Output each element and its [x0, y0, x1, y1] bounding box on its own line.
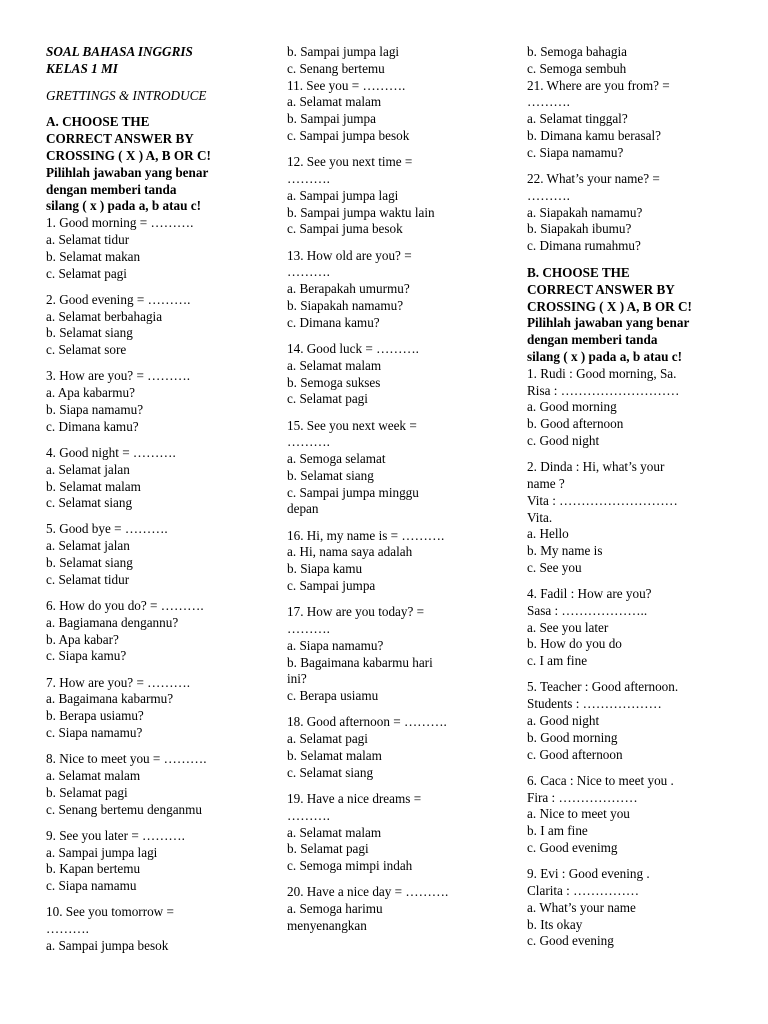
dialog-question-block — [527, 679, 749, 763]
section-a-line: silang ( x ) pada a, b atau c! — [46, 198, 201, 214]
answer-option: ………. — [527, 187, 570, 203]
answer-option: ………. — [46, 921, 89, 937]
question-text: 6. How do you do? = ………. — [46, 598, 204, 614]
section-a-line: A. CHOOSE THE — [46, 114, 150, 130]
question-text: 2. Dinda : Hi, what’s your — [527, 459, 665, 475]
answer-option: c. Good afternoon — [527, 746, 623, 762]
section-a-line: dengan memberi tanda — [46, 181, 177, 197]
answer-option: a. See you later — [527, 619, 609, 635]
dialog-question-block — [527, 366, 749, 450]
question-text: 15. See you next week = — [287, 417, 417, 433]
answer-option: b. Selamat pagi — [287, 841, 369, 857]
answer-option: ini? — [287, 671, 307, 687]
answer-option: menyenangkan — [287, 917, 367, 933]
answer-option: c. Sampai jumpa besok — [287, 127, 410, 143]
answer-option: a. Selamat berbahagia — [46, 308, 163, 324]
question-block — [46, 521, 268, 588]
answer-option: c. See you — [527, 559, 582, 575]
answer-option: b. Berapa usiamu? — [46, 708, 144, 724]
answer-option: c. Sampai juma besok — [287, 221, 403, 237]
question-block — [287, 528, 505, 595]
answer-option: a. Selamat tidur — [46, 231, 130, 247]
answer-option: c. Siapa namamu? — [527, 144, 624, 160]
question-text: 19. Have a nice dreams = — [287, 791, 422, 806]
answer-option: c. Siapa namamu — [46, 878, 137, 894]
question-block — [287, 418, 505, 519]
answer-option: b. Dimana kamu berasal? — [527, 127, 662, 143]
question-block — [527, 171, 749, 255]
answer-option: ………. — [287, 264, 330, 280]
worksheet-title — [46, 44, 268, 78]
answer-option: c. Sampai jumpa minggu — [287, 484, 419, 500]
answer-option: c. Good evenimg — [527, 840, 618, 856]
answer-option: b. Siapa namamu? — [46, 401, 144, 417]
question-text: 11. See you = ………. — [287, 77, 406, 93]
answer-option: ………. — [287, 434, 330, 450]
column-3-questions — [527, 78, 749, 255]
question-block — [287, 248, 505, 332]
answer-option: c. Sampai jumpa — [287, 578, 376, 594]
answer-option: Clarita : …………… — [527, 883, 640, 898]
answer-option: b. Selamat siang — [46, 325, 133, 341]
answer-option: a. Bagiamana dengannu? — [46, 614, 179, 630]
question-block — [46, 675, 268, 742]
question-text: 5. Good bye = ………. — [46, 521, 168, 537]
question-block — [46, 828, 268, 895]
question-text: 13. How old are you? = — [287, 247, 412, 263]
answer-option: a. Siapakah namamu? — [527, 204, 643, 220]
title-line: KELAS 1 MI — [46, 60, 118, 76]
question-text: 12. See you next time = — [287, 154, 413, 170]
answer-option: name ? — [527, 475, 565, 491]
answer-option: a. Selamat jalan — [46, 461, 130, 477]
answer-option: c. Good evening — [527, 933, 614, 949]
answer-option: c. Selamat pagi — [287, 391, 368, 407]
question-text: 1. Good morning = ………. — [46, 215, 194, 231]
answer-option: a. Semoga harimu — [287, 901, 383, 917]
answer-option: a. Selamat malam — [287, 824, 382, 840]
answer-option: Fira : ……………… — [527, 789, 638, 805]
section-b-line: dengan memberi tanda — [527, 332, 658, 348]
column-1-questions — [46, 215, 268, 955]
answer-option: a. Apa kabarmu? — [46, 385, 135, 401]
answer-option: a. Selamat tinggal? — [527, 111, 628, 127]
question-text: 17. How are you today? = — [287, 604, 425, 620]
section-a-line: Pilihlah jawaban yang benar — [46, 164, 209, 180]
question-block — [527, 78, 749, 162]
answer-option: depan — [287, 501, 319, 517]
answer-option: Risa : ……………………… — [527, 382, 680, 398]
answer-option: a. Good morning — [527, 399, 617, 415]
question-text: 7. How are you? = ………. — [46, 674, 191, 690]
answer-option: a. Sampai jumpa lagi — [287, 187, 399, 203]
answer-option: c. Senang bertemu denganmu — [46, 801, 203, 817]
question-continuation — [527, 44, 749, 78]
question-text: 6. Caca : Nice to meet you . — [527, 772, 674, 788]
answer-option: a. Siapa namamu? — [287, 637, 384, 653]
answer-option: c. Semoga mimpi indah — [287, 858, 413, 874]
answer-option: c. Good night — [527, 432, 600, 448]
answer-option: b. Siapakah ibumu? — [527, 221, 632, 237]
answer-option: c. I am fine — [527, 653, 588, 669]
answer-option: b. Selamat siang — [287, 467, 374, 483]
answer-option: a. Sampai jumpa besok — [46, 937, 169, 953]
answer-option: a. Hello — [527, 526, 569, 542]
answer-option: c. Selamat siang — [287, 764, 374, 780]
answer-option: b. Selamat makan — [46, 248, 141, 264]
answer-option: ………. — [287, 170, 330, 186]
question-text: 20. Have a nice day = ………. — [287, 884, 449, 900]
answer-option: ………. — [287, 621, 330, 637]
answer-option: b. Sampai jumpa lagi — [287, 44, 400, 59]
answer-option: Vita : ……………………… — [527, 492, 678, 508]
question-block — [46, 904, 268, 954]
answer-option: a. Sampai jumpa lagi — [46, 844, 158, 860]
column-3 — [527, 44, 749, 950]
answer-option: b. Apa kabar? — [46, 631, 119, 647]
question-block — [287, 78, 505, 145]
answer-option: b. Selamat pagi — [46, 784, 128, 800]
question-block — [287, 604, 505, 705]
answer-option: b. Sampai jumpa — [287, 111, 377, 127]
answer-option: a. Selamat jalan — [46, 538, 130, 554]
worksheet-subtitle — [46, 88, 268, 105]
question-block — [46, 598, 268, 665]
answer-option: c. Semoga sembuh — [527, 60, 627, 76]
question-text: 8. Nice to meet you = ………. — [46, 751, 207, 767]
answer-option: b. Sampai jumpa waktu lain — [287, 204, 435, 220]
answer-option: c. Senang bertemu — [287, 60, 385, 76]
answer-option: c. Siapa kamu? — [46, 648, 127, 664]
section-b-line: Pilihlah jawaban yang benar — [527, 315, 690, 331]
answer-option: b. How do you do — [527, 636, 622, 652]
question-block — [287, 714, 505, 781]
dialog-question-block — [527, 866, 749, 950]
answer-option: b. Selamat malam — [287, 748, 382, 764]
answer-option: c. Dimana kamu? — [287, 314, 380, 330]
question-text: 1. Rudi : Good morning, Sa. — [527, 365, 677, 381]
question-text: 3. How are you? = ………. — [46, 368, 191, 384]
answer-option: b. Good afternoon — [527, 416, 624, 432]
answer-option: a. Good night — [527, 713, 600, 729]
answer-option: Vita. — [527, 509, 553, 525]
question-block — [46, 215, 268, 282]
subtitle-line: GRETTINGS & INTRODUCE — [46, 87, 207, 103]
answer-option: a. Selamat pagi — [287, 731, 368, 747]
answer-option: c. Dimana kamu? — [46, 418, 139, 434]
answer-option: ………. — [287, 807, 330, 823]
answer-option: ………. — [527, 94, 570, 110]
answer-option: c. Selamat sore — [46, 342, 127, 358]
column-3-dialogs — [527, 366, 749, 950]
question-block — [287, 884, 505, 934]
section-a-line: CROSSING ( X ) A, B OR C! — [46, 147, 211, 163]
dialog-question-block — [527, 773, 749, 857]
answer-option: b. Siapakah namamu? — [287, 297, 404, 313]
question-text: 9. See you later = ………. — [46, 827, 185, 843]
answer-option: a. Berapakah umurmu? — [287, 281, 410, 297]
question-text: 5. Teacher : Good afternoon. — [527, 679, 679, 695]
answer-option: a. Selamat malam — [46, 768, 141, 784]
column-2-questions — [287, 78, 505, 935]
answer-option: c. Selamat siang — [46, 495, 133, 511]
section-b-line: CROSSING ( X ) A, B OR C! — [527, 298, 692, 314]
question-block — [46, 368, 268, 435]
question-block — [287, 341, 505, 408]
answer-option: b. Kapan bertemu — [46, 861, 141, 877]
question-text: 16. Hi, my name is = ………. — [287, 527, 445, 543]
column-2 — [287, 44, 505, 935]
answer-option: a. Selamat malam — [287, 357, 382, 373]
question-text: 10. See you tomorrow = — [46, 904, 174, 920]
question-text: 2. Good evening = ………. — [46, 291, 191, 307]
question-continuation — [287, 44, 505, 78]
section-a-line: CORRECT ANSWER BY — [46, 131, 194, 147]
section-b-line: B. CHOOSE THE — [527, 264, 630, 280]
answer-option: b. My name is — [527, 543, 603, 559]
section-b-line: CORRECT ANSWER BY — [527, 281, 675, 297]
answer-option: b. Selamat malam — [46, 478, 141, 494]
answer-option: a. Hi, nama saya adalah — [287, 544, 413, 560]
answer-option: Sasa : ……………….. — [527, 602, 648, 618]
answer-option: b. Good morning — [527, 729, 618, 745]
answer-option: c. Dimana rumahmu? — [527, 238, 641, 254]
question-block — [46, 445, 268, 512]
answer-option: b. Semoga bahagia — [527, 44, 627, 59]
question-text: 4. Good night = ………. — [46, 444, 176, 460]
answer-option: a. Selamat malam — [287, 94, 382, 110]
question-text: 21. Where are you from? = — [527, 77, 670, 93]
answer-option: a. Bagaimana kabarmu? — [46, 691, 174, 707]
answer-option: b. Semoga sukses — [287, 374, 381, 390]
question-text: 4. Fadil : How are you? — [527, 586, 652, 602]
answer-option: b. I am fine — [527, 823, 588, 839]
question-block — [287, 154, 505, 238]
dialog-question-block — [527, 459, 749, 577]
answer-option: Students : ……………… — [527, 696, 662, 712]
answer-option: b. Siapa kamu — [287, 561, 363, 577]
answer-option: b. Bagaimana kabarmu hari — [287, 654, 433, 670]
answer-option: c. Siapa namamu? — [46, 725, 143, 741]
question-text: 18. Good afternoon = ………. — [287, 714, 447, 730]
answer-option: c. Berapa usiamu — [287, 688, 379, 704]
section-b-line: silang ( x ) pada a, b atau c! — [527, 348, 682, 364]
answer-option: b. Selamat siang — [46, 555, 133, 571]
question-block — [46, 751, 268, 818]
question-text: 22. What’s your name? = — [527, 170, 660, 186]
question-block — [46, 292, 268, 359]
column-1 — [46, 44, 268, 955]
answer-option: b. Its okay — [527, 916, 583, 932]
question-block — [287, 791, 505, 875]
question-text: 14. Good luck = ………. — [287, 340, 419, 356]
answer-option: a. Semoga selamat — [287, 451, 386, 467]
answer-option: a. Nice to meet you — [527, 806, 630, 822]
dialog-question-block — [527, 586, 749, 670]
answer-option: c. Selamat pagi — [46, 265, 127, 281]
section-a-heading — [46, 114, 268, 215]
answer-option: c. Selamat tidur — [46, 571, 130, 587]
answer-option: a. What’s your name — [527, 899, 636, 915]
question-text: 9. Evi : Good evening . — [527, 866, 650, 882]
section-b-heading — [527, 265, 749, 366]
title-line: SOAL BAHASA INGGRIS — [46, 44, 193, 59]
